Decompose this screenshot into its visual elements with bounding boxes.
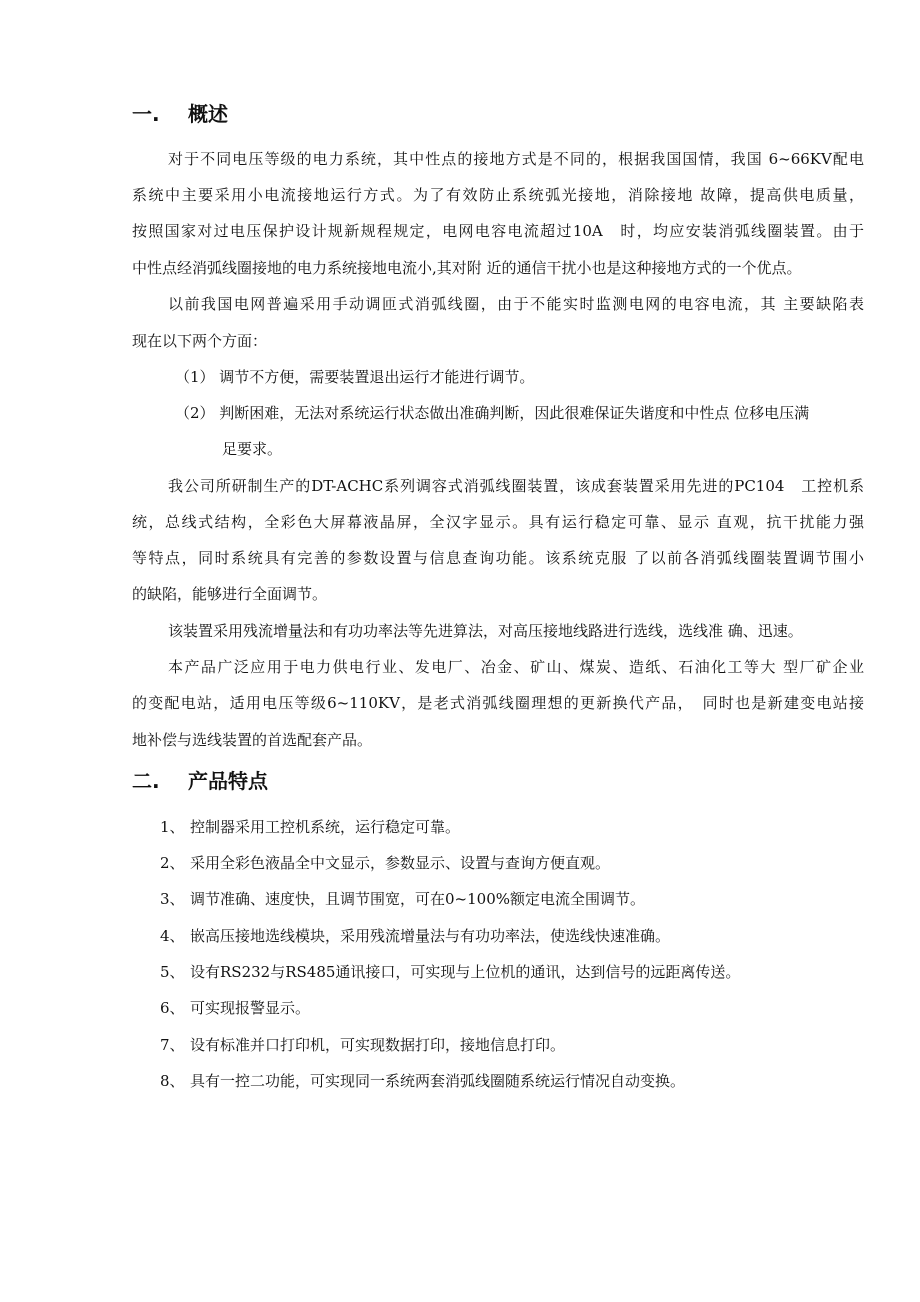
- section-title: 产品特点: [188, 769, 268, 793]
- list-item-point-2-continued: 足要求。: [222, 440, 283, 458]
- paragraph-line: 对于不同电压等级的电力系统，其中性点的接地方式是不同的，根据我国国情，我国 6~66KV配电: [168, 150, 864, 168]
- feature-number: 5、: [160, 963, 185, 981]
- feature-number: 8、: [160, 1072, 185, 1090]
- feature-text: 具有一控二功能，可实现同一系统两套消弧线圈随系统运行情况自动变换。: [190, 1072, 686, 1090]
- paragraph-line: 等特点，同时系统具有完善的参数设置与信息查询功能。该系统克服 了以前各消弧线圈装置调节围小: [132, 549, 864, 567]
- feature-number: 7、: [160, 1036, 185, 1054]
- feature-list-item: [160, 997, 310, 1019]
- list-item-point-1: （1） 调节不方便，需要装置退出运行才能进行调节。: [175, 368, 535, 386]
- feature-list-item: [160, 852, 610, 874]
- feature-text: 控制器采用工控机系统，运行稳定可靠。: [190, 818, 461, 836]
- feature-list-item: [160, 925, 670, 947]
- feature-text: 设有标准并口打印机，可实现数据打印，接地信息打印。: [190, 1036, 566, 1054]
- paragraph-line: 该装置采用残流增量法和有功功率法等先进算法，对高压接地线路进行选线，选线准 确、迅速。: [168, 622, 803, 640]
- feature-number: 6、: [160, 999, 185, 1017]
- feature-text: 调节准确、速度快，且调节围宽，可在0~100%额定电流全围调节。: [190, 890, 645, 908]
- section-heading-overview: [132, 100, 228, 128]
- feature-list-item: [160, 816, 460, 838]
- section-title: 概述: [188, 102, 228, 126]
- section-heading-features: [132, 767, 268, 795]
- feature-text: 采用全彩色液晶全中文显示，参数显示、设置与查询方便直观。: [190, 854, 611, 872]
- paragraph-line: 按照国家对过电压保护设计规新规程规定，电网电容电流超过10A 时，均应安装消弧线圈装置。由于: [132, 222, 864, 240]
- section-number: 一.: [132, 102, 160, 126]
- paragraph-line: 以前我国电网普遍采用手动调匝式消弧线圈，由于不能实时监测电网的电容电流，其 主要缺陷表: [168, 295, 864, 313]
- paragraph-line: 我公司所研制生产的DT-ACHC系列调容式消弧线圈装置，该成套装置采用先进的PC104 工控机系: [168, 477, 864, 495]
- section-number: 二.: [132, 769, 160, 793]
- paragraph-line: 本产品广泛应用于电力供电行业、发电厂、冶金、矿山、煤炭、造纸、石油化工等大 型厂矿企业: [168, 658, 864, 676]
- paragraph-line: 的变配电站，适用电压等级6~110KV，是老式消弧线圈理想的更新换代产品， 同时也是新建变电站接: [132, 694, 864, 712]
- feature-text: 可实现报警显示。: [190, 999, 311, 1017]
- feature-list-item: [160, 961, 740, 983]
- list-item-point-2: （2） 判断困难，无法对系统运行状态做出准确判断，因此很难保证失谐度和中性点 位移电压满: [175, 404, 810, 422]
- feature-list-item: [160, 1070, 685, 1092]
- feature-list-item: [160, 888, 645, 910]
- paragraph-line: 的缺陷，能够进行全面调节。: [132, 585, 328, 603]
- feature-text: 嵌高压接地选线模块，采用残流增量法与有功功率法，使选线快速准确。: [190, 927, 671, 945]
- feature-number: 4、: [160, 927, 185, 945]
- paragraph-line: 中性点经消弧线圈接地的电力系统接地电流小,其对附 近的通信干扰小也是这种接地方式的一个优点。: [132, 259, 802, 277]
- paragraph-line: 地补偿与选线装置的首选配套产品。: [132, 731, 373, 749]
- paragraph-line: 统，总线式结构，全彩色大屏幕液晶屏，全汉字显示。具有运行稳定可靠、显示 直观，抗干扰能力强: [132, 513, 864, 531]
- feature-number: 1、: [160, 818, 185, 836]
- paragraph-line: 系统中主要采用小电流接地运行方式。为了有效防止系统弧光接地，消除接地 故障，提高供电质量，: [132, 186, 864, 204]
- feature-number: 3、: [160, 890, 185, 908]
- feature-number: 2、: [160, 854, 185, 872]
- feature-text: 设有RS232与RS485通讯接口，可实现与上位机的通讯，达到信号的远距离传送。: [190, 963, 741, 981]
- paragraph-line: 现在以下两个方面：: [132, 332, 268, 350]
- feature-list-item: [160, 1034, 565, 1056]
